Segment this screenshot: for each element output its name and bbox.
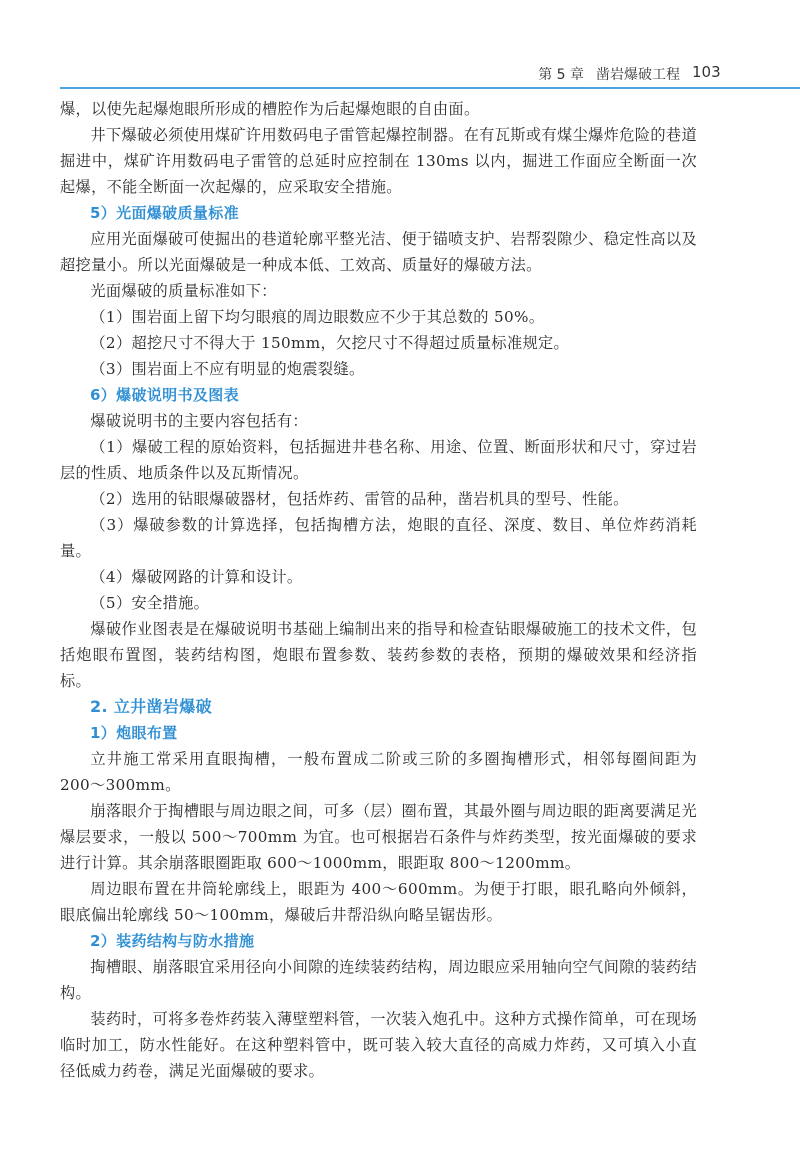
- chapter-subheading: 2. 立井凿岩爆破: [90, 697, 212, 716]
- list-item: （3）爆破参数的计算选择，包括掏槽方法，炮眼的直径、深度、数目、单位炸药消耗量。: [60, 516, 697, 560]
- paragraph: 崩落眼介于掏槽眼与周边眼之间，可多（层）圈布置，其最外圈与周边眼的距离要满足光爆层要求，一般以 500～700mm 为宜。也可根据岩石条件与炸药类型，按光面爆破的要求进行计算。其余崩落眼圈距取 600～1000mm，眼距取 800～1200mm。: [60, 802, 697, 872]
- list-item: （4）爆破网路的计算和设计。: [90, 568, 303, 586]
- section-heading: 5）光面爆破质量标准: [90, 204, 239, 222]
- paragraph: 光面爆破的质量标准如下：: [90, 282, 277, 300]
- paragraph: 井下爆破必须使用煤矿许用数码电子雷管起爆控制器。在有瓦斯或有煤尘爆炸危险的巷道掘进中，煤矿许用数码电子雷管的总延时应控制在 130ms 以内，掘进工作面应全断面一次起爆，不能全断面一次起爆的，应采取安全措施。: [60, 126, 697, 196]
- page-body: [60, 96, 697, 1084]
- page-header: [0, 60, 800, 88]
- paragraph: 周边眼布置在井筒轮廓线上，眼距为 400～600mm。为便于打眼，眼孔略向外倾斜，眼底偏出轮廓线 50～100mm，爆破后井帮沿纵向略呈锯齿形。: [60, 880, 697, 924]
- list-item: （1）爆破工程的原始资料，包括掘进井巷名称、用途、位置、断面形状和尺寸，穿过岩层的性质、地质条件以及瓦斯情况。: [60, 438, 697, 482]
- paragraph: 爆，以使先起爆炮眼所形成的槽腔作为后起爆炮眼的自由面。: [60, 100, 480, 118]
- paragraph: 掏槽眼、崩落眼宜采用径向小间隙的连续装药结构，周边眼应采用轴向空气间隙的装药结构。: [60, 958, 697, 1002]
- header-rule: [60, 87, 800, 89]
- paragraph: 爆破说明书的主要内容包括有：: [90, 412, 308, 430]
- list-item: （2）超挖尺寸不得大于 150mm，欠挖尺寸不得超过质量标准规定。: [90, 334, 570, 352]
- section-heading: 2）装药结构与防水措施: [90, 932, 255, 950]
- list-item: （1）围岩面上留下均匀眼痕的周边眼数应不少于其总数的 50%。: [90, 308, 545, 326]
- list-item: （3）围岩面上不应有明显的炮震裂缝。: [90, 360, 365, 378]
- paragraph: 应用光面爆破可使掘出的巷道轮廓平整光洁、便于锚喷支护、岩帮裂隙少、稳定性高以及超挖量小。所以光面爆破是一种成本低、工效高、质量好的爆破方法。: [60, 230, 697, 274]
- section-heading: 6）爆破说明书及图表: [90, 386, 239, 404]
- section-heading: 1）炮眼布置: [90, 724, 178, 742]
- paragraph: 装药时，可将多卷炸药装入薄壁塑料管，一次装入炮孔中。这种方式操作简单，可在现场临时加工，防水性能好。在这种塑料管中，既可装入较大直径的高威力炸药，又可填入小直径低威力药卷，满足光面爆破的要求。: [60, 1010, 697, 1080]
- paragraph: 爆破作业图表是在爆破说明书基础上编制出来的指导和检查钻眼爆破施工的技术文件，包括炮眼布置图，装药结构图，炮眼布置参数、装药参数的表格，预期的爆破效果和经济指标。: [60, 620, 697, 690]
- page-number: 103: [692, 63, 721, 81]
- running-header: [538, 64, 680, 84]
- list-item: （5）安全措施。: [90, 594, 210, 612]
- header-chapter: 第 5 章: [538, 67, 584, 83]
- list-item: （2）选用的钻眼爆破器材，包括炸药、雷管的品种，凿岩机具的型号、性能。: [90, 490, 629, 508]
- paragraph: 立井施工常采用直眼掏槽，一般布置成二阶或三阶的多圈掏槽形式，相邻每圈间距为 200～300mm。: [60, 750, 697, 794]
- header-title: 凿岩爆破工程: [596, 67, 680, 83]
